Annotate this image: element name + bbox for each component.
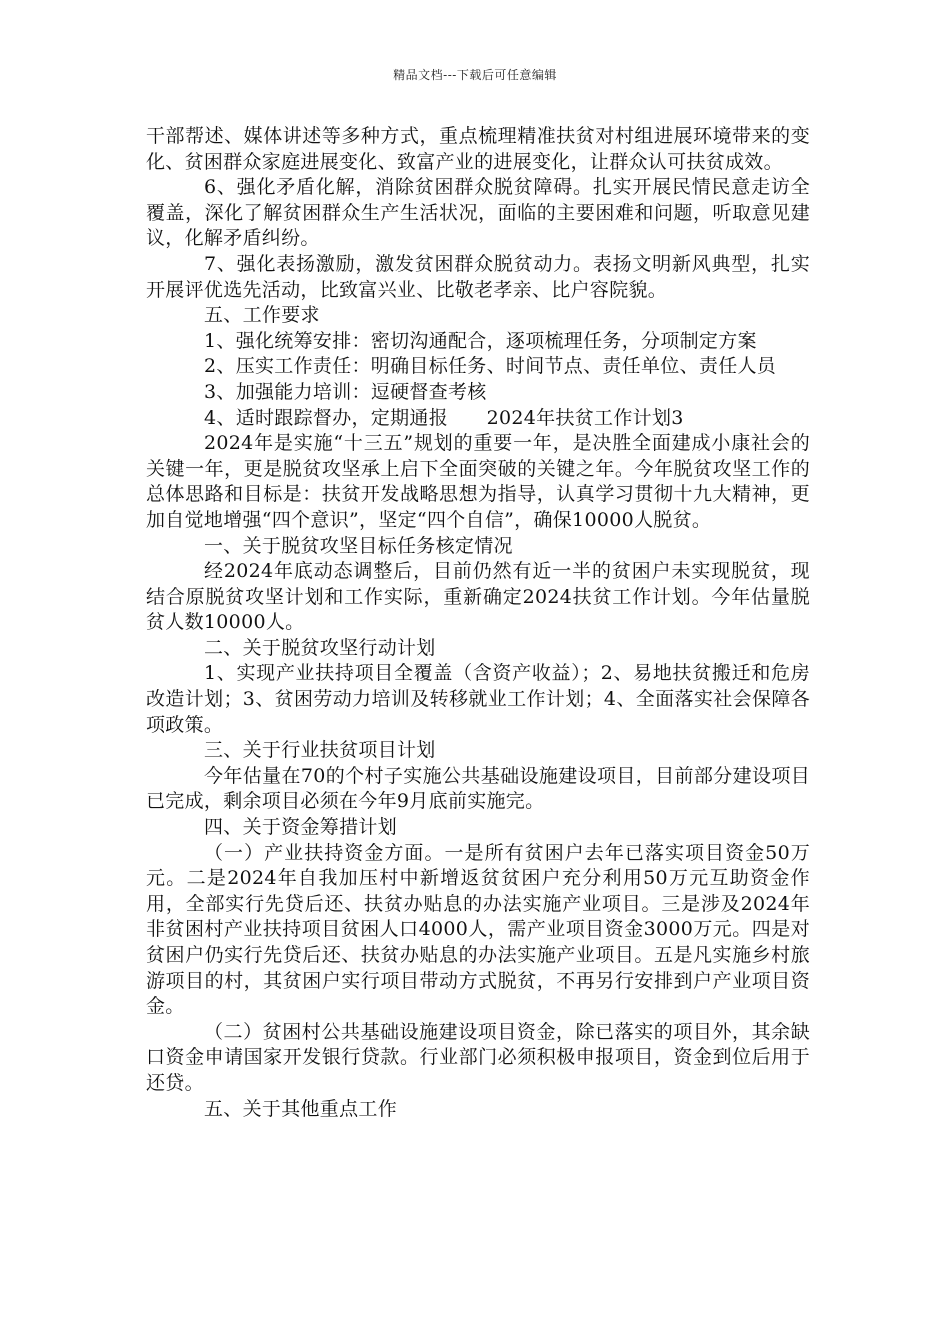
paragraph: 2024年是实施“十三五”规划的重要一年，是决胜全面建成小康社会的关键一年，更是脱贫攻坚承上启下全面突破的关键之年。今年脱贫攻坚工作的总体思路和目标是：扶贫开发战略思想为指导，认真学习贯彻十九大精神，更加自觉地增强“四个意识”，坚定“四个自信”，确保10000人脱贫。: [146, 432, 810, 531]
paragraph: 三、关于行业扶贫项目计划: [204, 739, 436, 762]
paragraph: 四、关于资金筹措计划: [204, 816, 398, 839]
paragraph: 五、工作要求: [204, 304, 320, 327]
paragraph: 一、关于脱贫攻坚目标任务核定情况: [204, 534, 513, 557]
paragraph: （二）贫困村公共基础设施建设项目资金，除已落实的项目外，其余缺口资金申请国家开发银行贷款。行业部门必须积极申报项目，资金到位后用于还贷。: [146, 1020, 810, 1094]
paragraph: 1、强化统筹安排：密切沟通配合，逐项梳理任务，分项制定方案: [204, 329, 757, 352]
paragraph: （一）产业扶持资金方面。一是所有贫困户去年已落实项目资金50万元。二是2024年自我加压村中新增返贫贫困户充分利用50万元互助资金作用，全部实行先贷后还、扶贫办贴息的办法实施产业项目。三是涉及2024年非贫困村产业扶持项目贫困人口4000人，需产业项目资金3000万元。四是对贫困户仍实行先贷后还、扶贫办贴息的办法实施产业项目。五是凡实施乡村旅游项目的村，其贫困户实行项目带动方式脱贫，不再另行安排到户产业项目资金。: [146, 841, 810, 1018]
paragraph: 经2024年底动态调整后，目前仍然有近一半的贫困户未实现脱贫，现结合原脱贫攻坚计划和工作实际，重新确定2024扶贫工作计划。今年估量脱贫人数10000人。: [146, 560, 810, 634]
document-body: [146, 124, 810, 1122]
paragraph: 4、适时跟踪督办，定期通报 2024年扶贫工作计划3: [204, 406, 684, 429]
paragraph: 7、强化表扬激励，激发贫困群众脱贫动力。表扬文明新风典型，扎实开展评优选先活动，比致富兴业、比敬老孝亲、比户容院貌。: [146, 252, 810, 301]
paragraph: 3、加强能力培训：逗硬督查考核: [204, 380, 487, 403]
paragraph: 6、强化矛盾化解，消除贫困群众脱贫障碍。扎实开展民情民意走访全覆盖，深化了解贫困群众生产生活状况，面临的主要困难和问题，听取意见建议，化解矛盾纠纷。: [146, 176, 810, 250]
paragraph: 干部帮述、媒体讲述等多种方式，重点梳理精准扶贫对村组进展环境带来的变化、贫困群众家庭进展变化、致富产业的进展变化，让群众认可扶贫成效。: [146, 125, 810, 173]
paragraph: 五、关于其他重点工作: [204, 1097, 398, 1120]
paragraph: 1、实现产业扶持项目全覆盖（含资产收益）；2、易地扶贫搬迁和危房改造计划；3、贫困劳动力培训及转移就业工作计划；4、全面落实社会保障各项政策。: [146, 662, 810, 736]
page-header: 精品文档---下载后可任意编辑: [393, 68, 557, 82]
paragraph: 今年估量在70的个村子实施公共基础设施建设项目，目前部分建设项目已完成，剩余项目必须在今年9月底前实施完。: [146, 764, 810, 813]
paragraph: 二、关于脱贫攻坚行动计划: [204, 636, 436, 659]
paragraph: 2、压实工作责任：明确目标任务、时间节点、责任单位、责任人员: [204, 355, 777, 378]
